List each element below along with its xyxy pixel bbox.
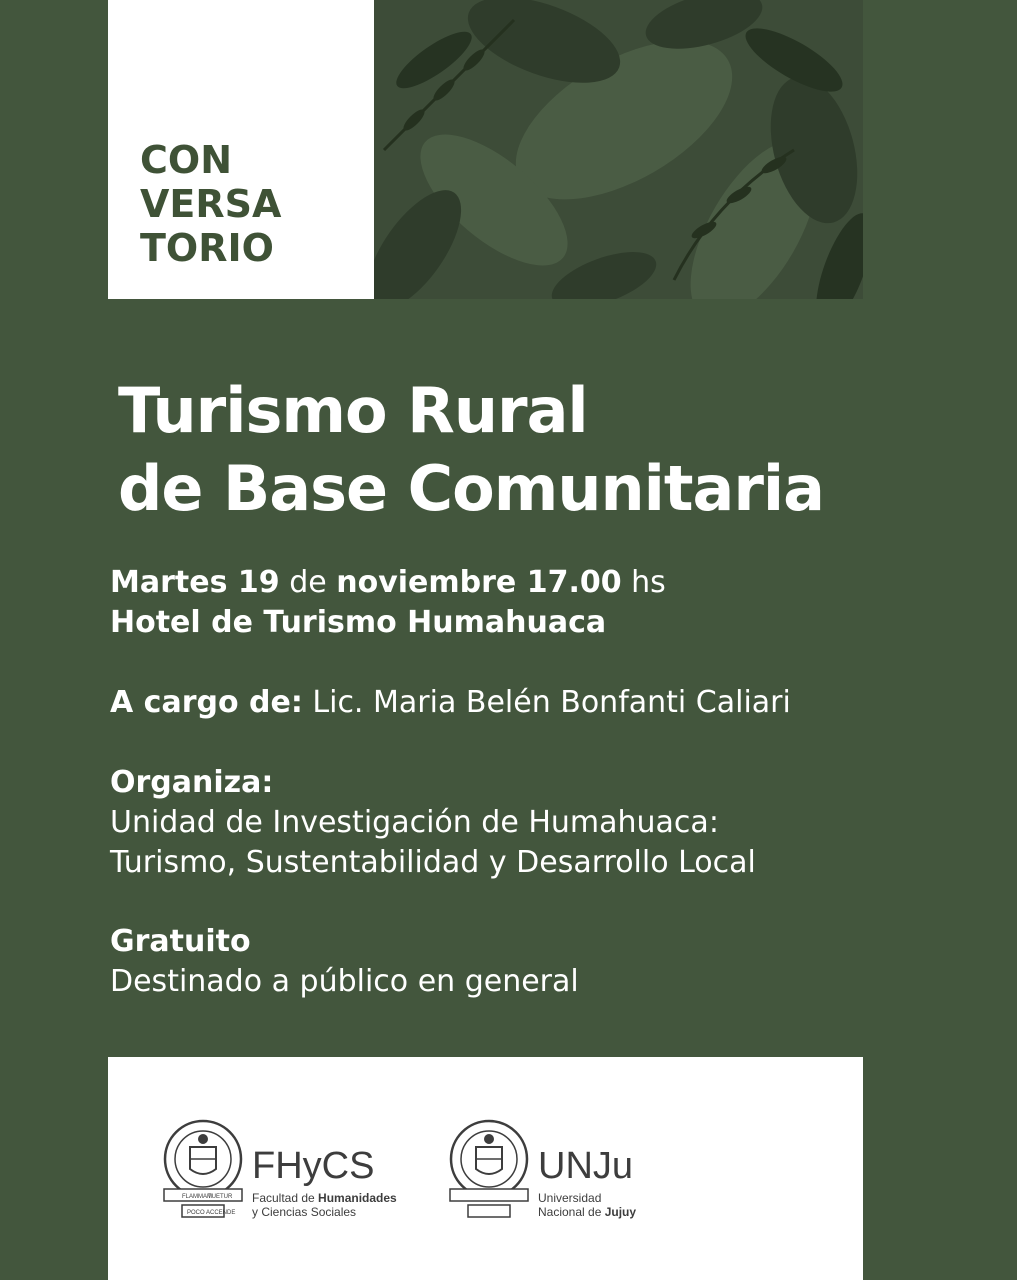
- leaf-illustration: [374, 0, 863, 299]
- header-word-1: CON: [140, 138, 232, 182]
- access-detail: Destinado a público en general: [110, 964, 579, 999]
- unju-name-part-b: Jujuy: [604, 1205, 637, 1219]
- footer-logos: [108, 1057, 863, 1280]
- fhycs-name-line-2: y Ciencias Sociales: [252, 1205, 357, 1219]
- speaker-label: A cargo de:: [110, 685, 303, 720]
- event-venue: Hotel de Turismo Humahuaca: [110, 605, 607, 640]
- university-seal-icon: [446, 1117, 532, 1223]
- event-month-time: noviembre 17.00: [336, 565, 622, 600]
- seal-motto: POCO ACCENDE: [187, 1210, 236, 1216]
- title-line-1: Turismo Rural: [118, 374, 588, 447]
- unju-name-line-1: Universidad: [538, 1191, 602, 1205]
- fhycs-name-part-b: Humanidades: [318, 1191, 397, 1205]
- leaves-icon: [374, 0, 863, 299]
- event-datetime: [110, 563, 666, 603]
- organizer-line-2: Turismo, Sustentabilidad y Desarrollo Local: [110, 845, 756, 880]
- organizer-line-1: Unidad de Investigación de Humahuaca:: [110, 805, 719, 840]
- event-day: Martes 19: [110, 565, 280, 600]
- seal-ribbon-left: FLAMMAM: [182, 1194, 212, 1200]
- header-word-2: VERSA: [140, 182, 282, 226]
- event-title: [118, 372, 824, 528]
- speaker: [110, 683, 791, 723]
- university-seal-icon: [160, 1117, 246, 1223]
- fhycs-name-part-a: Facultad de: [252, 1191, 319, 1205]
- speaker-name: Lic. Maria Belén Bonfanti Caliari: [312, 685, 791, 720]
- unju-name-line-2: [538, 1205, 636, 1219]
- event-hs: hs: [631, 565, 666, 600]
- header-word-3: TORIO: [140, 226, 274, 270]
- unju-name-part-a: Nacional de: [538, 1205, 605, 1219]
- unju-logo: [446, 1117, 686, 1227]
- unju-acronym: UNJu: [538, 1145, 634, 1187]
- fhycs-acronym: FHyCS: [252, 1145, 375, 1187]
- seal-ribbon-right: TUETUR: [208, 1194, 233, 1200]
- organizer-label: Organiza:: [110, 765, 274, 800]
- fhycs-logo: [160, 1117, 400, 1227]
- event-de: de: [289, 565, 327, 600]
- fhycs-name-line-1: [252, 1191, 397, 1205]
- access-label: Gratuito: [110, 924, 251, 959]
- conversatorio-header: [108, 0, 374, 299]
- title-line-2: de Base Comunitaria: [118, 452, 825, 525]
